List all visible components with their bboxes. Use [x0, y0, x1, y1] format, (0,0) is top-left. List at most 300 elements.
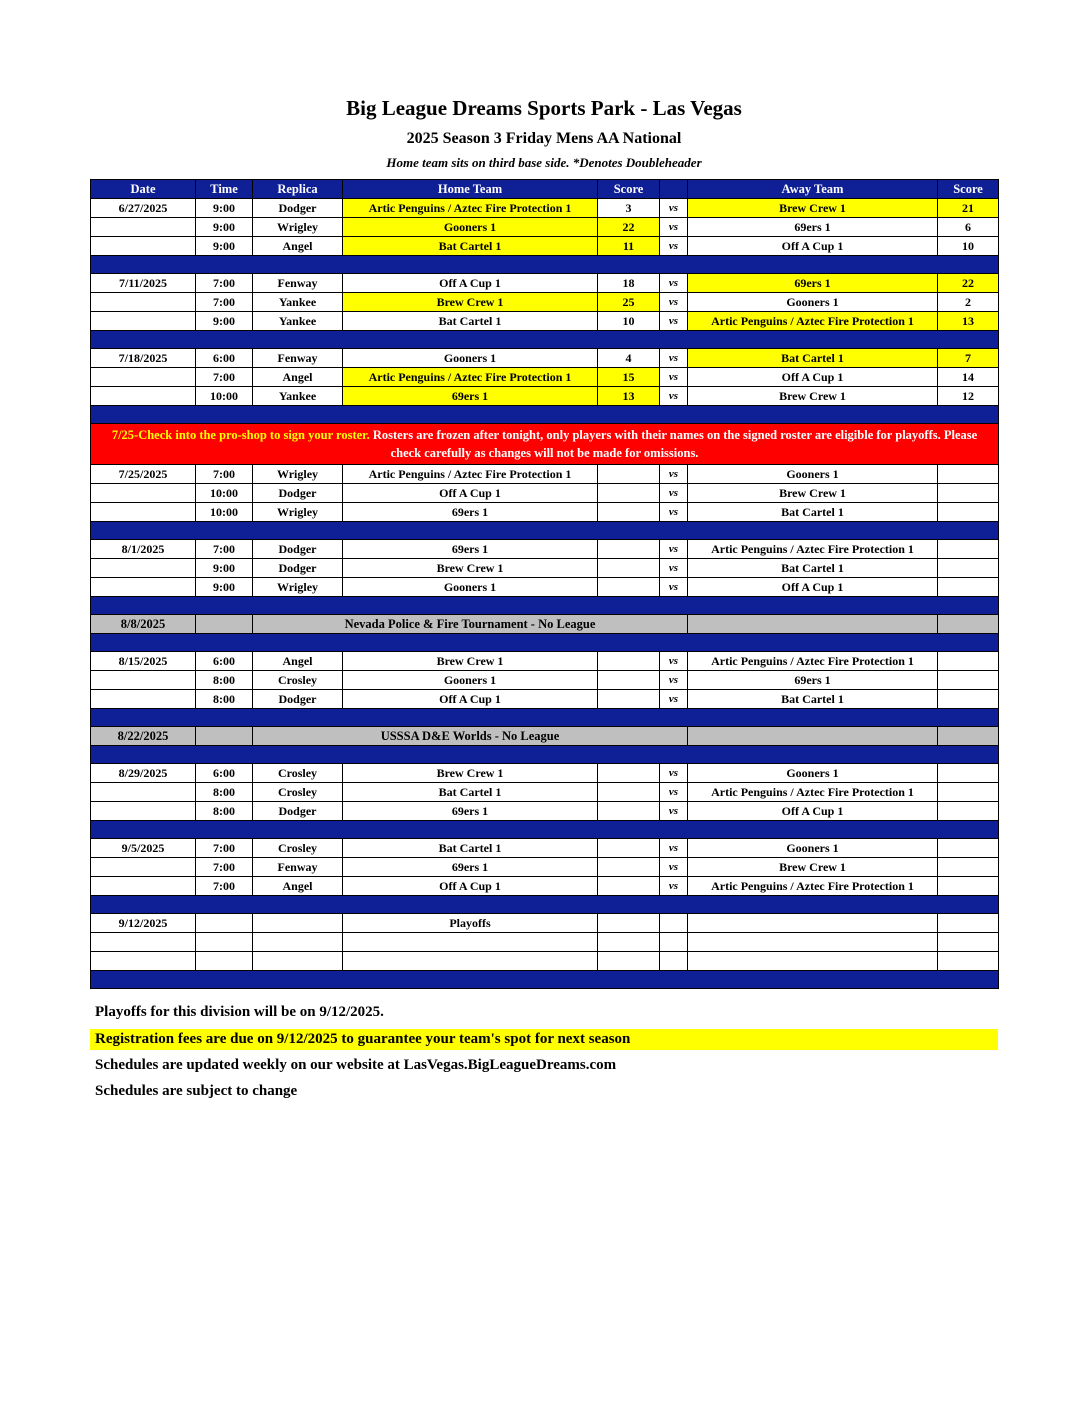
event-row — [91, 615, 999, 634]
vs-cell: vs — [660, 349, 688, 368]
home-score-cell: 13 — [598, 387, 660, 406]
event-row — [91, 727, 999, 746]
home-score-cell: 3 — [598, 199, 660, 218]
date-cell: 9/5/2025 — [91, 839, 196, 858]
home-score-cell — [598, 858, 660, 877]
home-team-cell: Brew Crew 1 — [343, 764, 598, 783]
separator-bar — [91, 597, 999, 615]
home-team-cell: Brew Crew 1 — [343, 652, 598, 671]
home-score-cell — [598, 652, 660, 671]
home-score-cell — [598, 764, 660, 783]
schedule-table — [90, 179, 999, 989]
away-score-cell — [938, 952, 999, 971]
vs-cell: vs — [660, 540, 688, 559]
game-row — [91, 578, 999, 597]
away-team-cell: Brew Crew 1 — [688, 387, 938, 406]
home-team-cell: Artic Penguins / Aztec Fire Protection 1 — [343, 199, 598, 218]
date-cell — [91, 802, 196, 821]
date-cell: 8/29/2025 — [91, 764, 196, 783]
replica-cell: Wrigley — [253, 503, 343, 522]
away-score-cell — [938, 783, 999, 802]
separator-bar — [91, 971, 999, 989]
date-cell: 7/11/2025 — [91, 274, 196, 293]
vs-cell: vs — [660, 312, 688, 331]
separator-row — [91, 634, 999, 652]
header-date: Date — [91, 180, 196, 199]
game-row — [91, 274, 999, 293]
away-score-cell — [938, 933, 999, 952]
game-row — [91, 540, 999, 559]
date-cell: 8/15/2025 — [91, 652, 196, 671]
separator-row — [91, 709, 999, 727]
footer-playoffs-note: Playoffs for this division will be on 9/12/2025. — [95, 1004, 384, 1021]
home-team-cell: 69ers 1 — [343, 540, 598, 559]
home-team-cell: Off A Cup 1 — [343, 690, 598, 709]
home-score-cell: 25 — [598, 293, 660, 312]
separator-row — [91, 971, 999, 989]
game-row — [91, 293, 999, 312]
home-team-cell: Brew Crew 1 — [343, 559, 598, 578]
vs-cell: vs — [660, 218, 688, 237]
home-score-cell — [598, 802, 660, 821]
home-team-cell: Gooners 1 — [343, 349, 598, 368]
home-score-cell — [598, 484, 660, 503]
away-score-cell — [938, 465, 999, 484]
home-team-cell: Gooners 1 — [343, 218, 598, 237]
away-team-cell: Off A Cup 1 — [688, 237, 938, 256]
home-team-cell: Off A Cup 1 — [343, 877, 598, 896]
vs-cell: vs — [660, 802, 688, 821]
game-row — [91, 877, 999, 896]
date-cell: 8/1/2025 — [91, 540, 196, 559]
away-score-cell — [938, 484, 999, 503]
time-cell: 10:00 — [196, 387, 253, 406]
date-cell: 8/22/2025 — [91, 727, 196, 746]
replica-cell: Fenway — [253, 858, 343, 877]
game-row — [91, 839, 999, 858]
game-row — [91, 387, 999, 406]
game-row — [91, 559, 999, 578]
away-team-cell: Brew Crew 1 — [688, 484, 938, 503]
home-score-cell — [598, 933, 660, 952]
separator-bar — [91, 821, 999, 839]
game-row — [91, 952, 999, 971]
header-home-score: Score — [598, 180, 660, 199]
replica-cell: Wrigley — [253, 465, 343, 484]
time-cell: 8:00 — [196, 671, 253, 690]
home-score-cell: 4 — [598, 349, 660, 368]
away-team-cell — [688, 952, 938, 971]
replica-cell: Crosley — [253, 764, 343, 783]
time-cell: 10:00 — [196, 503, 253, 522]
home-team-cell: Brew Crew 1 — [343, 293, 598, 312]
home-team-cell: Gooners 1 — [343, 671, 598, 690]
vs-cell: vs — [660, 387, 688, 406]
date-cell — [91, 368, 196, 387]
away-score-cell: 21 — [938, 199, 999, 218]
vs-cell: vs — [660, 877, 688, 896]
separator-row — [91, 256, 999, 274]
replica-cell: Crosley — [253, 839, 343, 858]
date-cell — [91, 237, 196, 256]
home-team-cell — [343, 933, 598, 952]
vs-cell — [660, 914, 688, 933]
home-score-cell — [598, 952, 660, 971]
date-cell: 7/25/2025 — [91, 465, 196, 484]
home-score-cell: 22 — [598, 218, 660, 237]
replica-cell — [253, 933, 343, 952]
home-team-cell: 69ers 1 — [343, 387, 598, 406]
home-team-cell: Artic Penguins / Aztec Fire Protection 1 — [343, 368, 598, 387]
home-team-cell: Bat Cartel 1 — [343, 839, 598, 858]
separator-bar — [91, 746, 999, 764]
separator-bar — [91, 406, 999, 424]
header-away-team: Away Team — [688, 180, 938, 199]
time-cell: 8:00 — [196, 802, 253, 821]
away-team-cell: Brew Crew 1 — [688, 199, 938, 218]
away-score-cell — [938, 690, 999, 709]
page-subtitle: 2025 Season 3 Friday Mens AA National — [406, 130, 682, 148]
home-team-cell — [343, 952, 598, 971]
away-score-cell — [938, 559, 999, 578]
replica-cell: Crosley — [253, 671, 343, 690]
game-row — [91, 933, 999, 952]
away-score-cell — [938, 877, 999, 896]
footer — [90, 1002, 998, 1102]
event-title-cell: Nevada Police & Fire Tournament - No League — [253, 615, 688, 634]
date-cell — [91, 218, 196, 237]
date-cell: 7/18/2025 — [91, 349, 196, 368]
home-team-cell: 69ers 1 — [343, 503, 598, 522]
time-cell: 7:00 — [196, 839, 253, 858]
separator-bar — [91, 522, 999, 540]
home-score-cell: 10 — [598, 312, 660, 331]
time-cell: 7:00 — [196, 274, 253, 293]
time-cell: 9:00 — [196, 559, 253, 578]
date-cell: 6/27/2025 — [91, 199, 196, 218]
game-row — [91, 218, 999, 237]
date-cell — [91, 484, 196, 503]
separator-row — [91, 406, 999, 424]
time-cell: 7:00 — [196, 465, 253, 484]
home-score-cell — [598, 914, 660, 933]
away-score-cell — [938, 671, 999, 690]
time-cell — [196, 727, 253, 746]
game-row — [91, 858, 999, 877]
separator-row — [91, 821, 999, 839]
vs-cell: vs — [660, 293, 688, 312]
replica-cell — [253, 952, 343, 971]
away-score-cell — [938, 540, 999, 559]
time-cell: 8:00 — [196, 783, 253, 802]
replica-cell: Dodger — [253, 484, 343, 503]
date-cell — [91, 933, 196, 952]
game-row — [91, 783, 999, 802]
separator-bar — [91, 896, 999, 914]
replica-cell: Yankee — [253, 387, 343, 406]
game-row — [91, 802, 999, 821]
time-cell: 7:00 — [196, 540, 253, 559]
date-cell — [91, 293, 196, 312]
game-row — [91, 237, 999, 256]
vs-cell: vs — [660, 690, 688, 709]
away-team-cell: Artic Penguins / Aztec Fire Protection 1 — [688, 877, 938, 896]
away-score-cell — [938, 503, 999, 522]
home-score-cell — [598, 877, 660, 896]
vs-cell: vs — [660, 199, 688, 218]
away-score-cell — [938, 858, 999, 877]
away-team-cell: Bat Cartel 1 — [688, 690, 938, 709]
home-team-cell: Bat Cartel 1 — [343, 237, 598, 256]
away-team-cell: Bat Cartel 1 — [688, 559, 938, 578]
away-team-cell: Gooners 1 — [688, 293, 938, 312]
home-team-cell: Playoffs — [343, 914, 598, 933]
game-row — [91, 671, 999, 690]
time-cell — [196, 952, 253, 971]
away-team-cell: Off A Cup 1 — [688, 368, 938, 387]
away-score-cell: 6 — [938, 218, 999, 237]
replica-cell — [253, 914, 343, 933]
replica-cell: Wrigley — [253, 218, 343, 237]
home-score-cell — [598, 578, 660, 597]
vs-cell: vs — [660, 578, 688, 597]
game-row — [91, 484, 999, 503]
separator-row — [91, 522, 999, 540]
page-note: Home team sits on third base side. *Denotes Doubleheader — [386, 155, 702, 171]
away-team-cell: Off A Cup 1 — [688, 578, 938, 597]
vs-cell: vs — [660, 465, 688, 484]
home-team-cell: Off A Cup 1 — [343, 274, 598, 293]
away-score-cell: 22 — [938, 274, 999, 293]
time-cell: 9:00 — [196, 312, 253, 331]
home-team-cell: Bat Cartel 1 — [343, 312, 598, 331]
away-team-cell — [688, 914, 938, 933]
table-header-row — [91, 180, 999, 199]
time-cell: 9:00 — [196, 218, 253, 237]
home-team-cell: Artic Penguins / Aztec Fire Protection 1 — [343, 465, 598, 484]
replica-cell: Fenway — [253, 349, 343, 368]
home-score-cell: 18 — [598, 274, 660, 293]
replica-cell: Dodger — [253, 690, 343, 709]
replica-cell: Yankee — [253, 293, 343, 312]
header-replica: Replica — [253, 180, 343, 199]
away-score-cell: 2 — [938, 293, 999, 312]
time-cell: 9:00 — [196, 578, 253, 597]
away-score-cell — [938, 839, 999, 858]
away-team-cell: Artic Penguins / Aztec Fire Protection 1 — [688, 783, 938, 802]
away-team-cell: Artic Penguins / Aztec Fire Protection 1 — [688, 540, 938, 559]
away-team-cell: 69ers 1 — [688, 671, 938, 690]
date-cell: 8/8/2025 — [91, 615, 196, 634]
game-row — [91, 368, 999, 387]
replica-cell: Dodger — [253, 540, 343, 559]
away-team-cell: Bat Cartel 1 — [688, 503, 938, 522]
header-time: Time — [196, 180, 253, 199]
date-cell — [91, 559, 196, 578]
game-row — [91, 199, 999, 218]
footer-registration-note: Registration fees are due on 9/12/2025 to guarantee your team's spot for next season — [90, 1029, 998, 1050]
replica-cell: Angel — [253, 237, 343, 256]
away-team-cell: Gooners 1 — [688, 839, 938, 858]
date-cell — [91, 858, 196, 877]
game-row — [91, 690, 999, 709]
away-team-cell — [688, 615, 938, 634]
away-team-cell: Bat Cartel 1 — [688, 349, 938, 368]
vs-cell: vs — [660, 484, 688, 503]
game-row — [91, 349, 999, 368]
away-team-cell: Brew Crew 1 — [688, 858, 938, 877]
home-score-cell: 11 — [598, 237, 660, 256]
separator-bar — [91, 256, 999, 274]
away-score-cell — [938, 652, 999, 671]
date-cell — [91, 690, 196, 709]
away-score-cell — [938, 802, 999, 821]
game-row — [91, 764, 999, 783]
home-score-cell — [598, 839, 660, 858]
separator-row — [91, 331, 999, 349]
date-cell — [91, 578, 196, 597]
date-cell — [91, 671, 196, 690]
home-team-cell: Off A Cup 1 — [343, 484, 598, 503]
replica-cell: Dodger — [253, 802, 343, 821]
home-team-cell: Bat Cartel 1 — [343, 783, 598, 802]
time-cell: 10:00 — [196, 484, 253, 503]
away-team-cell: Artic Penguins / Aztec Fire Protection 1 — [688, 652, 938, 671]
home-team-cell: 69ers 1 — [343, 858, 598, 877]
game-row — [91, 312, 999, 331]
replica-cell: Dodger — [253, 559, 343, 578]
event-title-cell: USSSA D&E Worlds - No League — [253, 727, 688, 746]
vs-cell: vs — [660, 652, 688, 671]
vs-cell: vs — [660, 783, 688, 802]
date-cell — [91, 503, 196, 522]
replica-cell: Angel — [253, 877, 343, 896]
time-cell: 6:00 — [196, 652, 253, 671]
away-score-cell — [938, 578, 999, 597]
home-score-cell — [598, 465, 660, 484]
time-cell: 6:00 — [196, 764, 253, 783]
replica-cell: Angel — [253, 368, 343, 387]
header-away-score: Score — [938, 180, 999, 199]
replica-cell: Dodger — [253, 199, 343, 218]
vs-cell: vs — [660, 503, 688, 522]
away-team-cell: Gooners 1 — [688, 465, 938, 484]
away-score-cell: 13 — [938, 312, 999, 331]
separator-row — [91, 597, 999, 615]
game-row — [91, 503, 999, 522]
replica-cell: Fenway — [253, 274, 343, 293]
game-row — [91, 914, 999, 933]
away-score-cell: 10 — [938, 237, 999, 256]
away-score-cell — [938, 727, 999, 746]
game-row — [91, 465, 999, 484]
date-cell — [91, 952, 196, 971]
schedule-body — [91, 199, 999, 989]
time-cell: 9:00 — [196, 199, 253, 218]
away-team-cell — [688, 933, 938, 952]
away-score-cell: 14 — [938, 368, 999, 387]
header-vs — [660, 180, 688, 199]
date-cell — [91, 783, 196, 802]
time-cell — [196, 914, 253, 933]
time-cell: 9:00 — [196, 237, 253, 256]
home-score-cell — [598, 503, 660, 522]
time-cell — [196, 615, 253, 634]
home-team-cell: 69ers 1 — [343, 802, 598, 821]
footer-website-note: Schedules are updated weekly on our website at LasVegas.BigLeagueDreams.com — [95, 1056, 617, 1073]
date-cell — [91, 312, 196, 331]
game-row — [91, 652, 999, 671]
time-cell: 7:00 — [196, 877, 253, 896]
footer-subject-to-change-note: Schedules are subject to change — [95, 1083, 298, 1100]
page-title: Big League Dreams Sports Park - Las Vegas — [346, 96, 742, 120]
home-score-cell — [598, 540, 660, 559]
header-home-team: Home Team — [343, 180, 598, 199]
home-score-cell — [598, 559, 660, 578]
replica-cell: Wrigley — [253, 578, 343, 597]
home-score-cell — [598, 690, 660, 709]
replica-cell: Crosley — [253, 783, 343, 802]
vs-cell: vs — [660, 671, 688, 690]
away-team-cell: Gooners 1 — [688, 764, 938, 783]
home-score-cell: 15 — [598, 368, 660, 387]
away-score-cell — [938, 615, 999, 634]
separator-row — [91, 746, 999, 764]
away-score-cell — [938, 764, 999, 783]
time-cell: 6:00 — [196, 349, 253, 368]
away-team-cell — [688, 727, 938, 746]
vs-cell: vs — [660, 764, 688, 783]
vs-cell: vs — [660, 237, 688, 256]
vs-cell: vs — [660, 274, 688, 293]
home-score-cell — [598, 671, 660, 690]
home-team-cell: Gooners 1 — [343, 578, 598, 597]
away-team-cell: Artic Penguins / Aztec Fire Protection 1 — [688, 312, 938, 331]
time-cell: 7:00 — [196, 858, 253, 877]
vs-cell: vs — [660, 559, 688, 578]
replica-cell: Angel — [253, 652, 343, 671]
away-team-cell: 69ers 1 — [688, 218, 938, 237]
vs-cell — [660, 933, 688, 952]
time-cell: 7:00 — [196, 293, 253, 312]
notice-row — [91, 424, 999, 465]
home-score-cell — [598, 783, 660, 802]
away-score-cell: 7 — [938, 349, 999, 368]
date-cell — [91, 877, 196, 896]
date-cell — [91, 387, 196, 406]
away-score-cell — [938, 914, 999, 933]
time-cell — [196, 933, 253, 952]
date-cell: 9/12/2025 — [91, 914, 196, 933]
replica-cell: Yankee — [253, 312, 343, 331]
away-team-cell: Off A Cup 1 — [688, 802, 938, 821]
time-cell: 8:00 — [196, 690, 253, 709]
separator-bar — [91, 709, 999, 727]
separator-bar — [91, 331, 999, 349]
vs-cell — [660, 952, 688, 971]
away-team-cell: 69ers 1 — [688, 274, 938, 293]
roster-notice-highlight: 7/25-Check into the pro-shop to sign your roster. — [111, 428, 373, 443]
vs-cell: vs — [660, 858, 688, 877]
roster-notice-cell — [91, 424, 999, 465]
away-score-cell: 12 — [938, 387, 999, 406]
separator-bar — [91, 634, 999, 652]
separator-row — [91, 896, 999, 914]
time-cell: 7:00 — [196, 368, 253, 387]
vs-cell: vs — [660, 839, 688, 858]
roster-notice-body: Rosters are frozen after tonight, only players with their names on the signed roster are eligible for playoffs. Please check carefully as changes will not be made for omissions. — [372, 428, 978, 461]
vs-cell: vs — [660, 368, 688, 387]
